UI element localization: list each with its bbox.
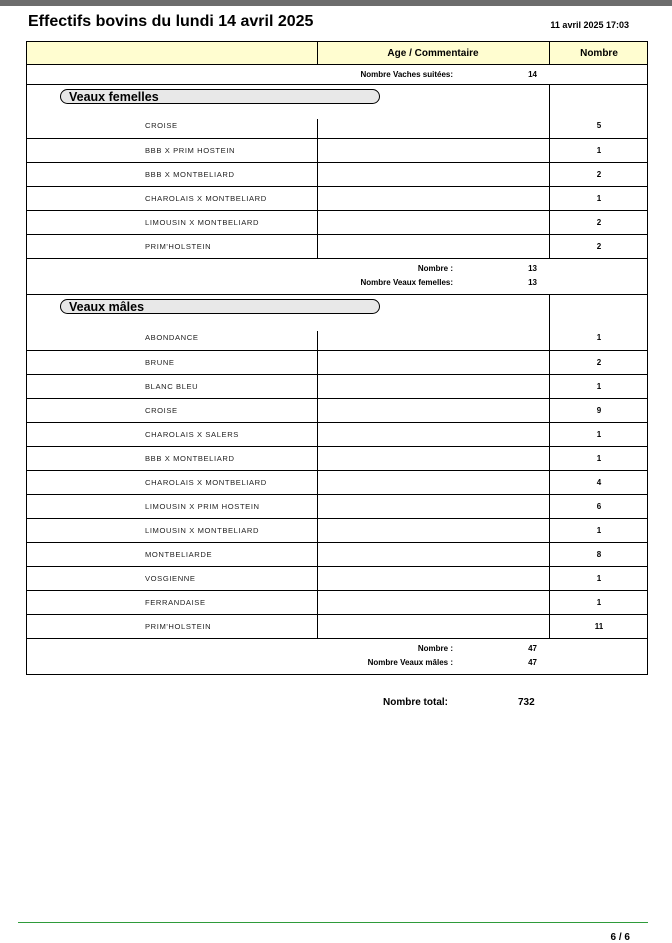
column-header-nombre: Nombre — [580, 48, 618, 59]
total-value: 13 — [528, 278, 537, 287]
breed-count: 2 — [596, 218, 602, 227]
section-title: Veaux femelles — [60, 89, 380, 104]
table-row — [26, 615, 648, 639]
breed-label: MONTBELIARDE — [145, 550, 213, 559]
table-row — [26, 471, 648, 495]
breed-count: 1 — [596, 430, 602, 439]
breed-count: 8 — [596, 550, 602, 559]
breed-label: BRUNE — [145, 358, 175, 367]
total-label: Nombre : — [417, 644, 453, 653]
table-row — [26, 591, 648, 615]
breed-count: 2 — [596, 358, 602, 367]
table-row — [26, 187, 648, 211]
table-row — [26, 235, 648, 259]
table-row — [26, 423, 648, 447]
total-value: 47 — [528, 644, 537, 653]
breed-label: BBB X MONTBELIARD — [145, 170, 235, 179]
breed-count: 9 — [596, 406, 602, 415]
table-row — [26, 211, 648, 235]
grand-total-value: 732 — [518, 697, 535, 708]
table-header — [26, 41, 648, 65]
table-row — [26, 519, 648, 543]
report-table — [26, 41, 648, 675]
window-top-bar — [0, 0, 672, 6]
breed-count: 4 — [596, 478, 602, 487]
breed-count: 6 — [596, 502, 602, 511]
breed-label: BBB X MONTBELIARD — [145, 454, 235, 463]
breed-count: 1 — [596, 454, 602, 463]
breed-label: PRIM'HOLSTEIN — [145, 622, 212, 631]
breed-label: LIMOUSIN X MONTBELIARD — [145, 526, 260, 535]
total-label: Nombre Veaux femelles: — [360, 278, 453, 287]
breed-count: 2 — [596, 170, 602, 179]
breed-label: CROISE — [145, 406, 178, 415]
breed-count: 2 — [596, 242, 602, 251]
print-datetime: 11 avril 2025 17:03 — [550, 20, 629, 30]
breed-label: CROISE — [145, 121, 178, 130]
table-row — [26, 375, 648, 399]
vaches-row — [26, 65, 648, 85]
breed-label: BBB X PRIM HOSTEIN — [145, 146, 236, 155]
breed-count: 1 — [596, 382, 602, 391]
breed-label: ABONDANCE — [145, 333, 199, 342]
page-title: Effectifs bovins du lundi 14 avril 2025 — [28, 13, 314, 30]
table-row — [26, 399, 648, 423]
table-row — [26, 351, 648, 375]
table-row — [26, 543, 648, 567]
breed-label: CHAROLAIS X MONTBELIARD — [145, 194, 267, 203]
table-row — [26, 331, 648, 351]
breed-count: 1 — [596, 333, 602, 342]
table-row — [26, 447, 648, 471]
vaches-label: Nombre Vaches suitées: — [360, 70, 453, 79]
total-value: 47 — [528, 658, 537, 667]
breed-label: BLANC BLEU — [145, 382, 199, 391]
table-row — [26, 495, 648, 519]
breed-label: FERRANDAISE — [145, 598, 206, 607]
footer-line — [18, 922, 648, 923]
breed-count: 1 — [596, 598, 602, 607]
table-row — [26, 119, 648, 139]
breed-count: 1 — [596, 146, 602, 155]
page-number: 6 / 6 — [610, 932, 630, 943]
breed-count: 1 — [596, 574, 602, 583]
table-row — [26, 139, 648, 163]
section-totals — [26, 259, 648, 295]
breed-label: PRIM'HOLSTEIN — [145, 242, 212, 251]
breed-label: LIMOUSIN X MONTBELIARD — [145, 218, 260, 227]
table-row — [26, 567, 648, 591]
breed-label: CHAROLAIS X MONTBELIARD — [145, 478, 267, 487]
breed-label: CHAROLAIS X SALERS — [145, 430, 239, 439]
section-header — [26, 85, 648, 119]
vaches-value: 14 — [528, 70, 537, 79]
total-label: Nombre : — [417, 264, 453, 273]
grand-total-label: Nombre total: — [383, 697, 448, 708]
section-title: Veaux mâles — [60, 299, 380, 314]
section-totals — [26, 639, 648, 675]
breed-count: 1 — [596, 194, 602, 203]
total-label: Nombre Veaux mâles : — [367, 658, 453, 667]
section-header — [26, 295, 648, 331]
total-value: 13 — [528, 264, 537, 273]
breed-label: VOSGIENNE — [145, 574, 196, 583]
breed-count: 1 — [596, 526, 602, 535]
table-row — [26, 163, 648, 187]
column-header-age: Age / Commentaire — [387, 48, 479, 59]
breed-label: LIMOUSIN X PRIM HOSTEIN — [145, 502, 260, 511]
breed-count: 5 — [596, 121, 602, 130]
breed-count: 11 — [594, 622, 604, 631]
